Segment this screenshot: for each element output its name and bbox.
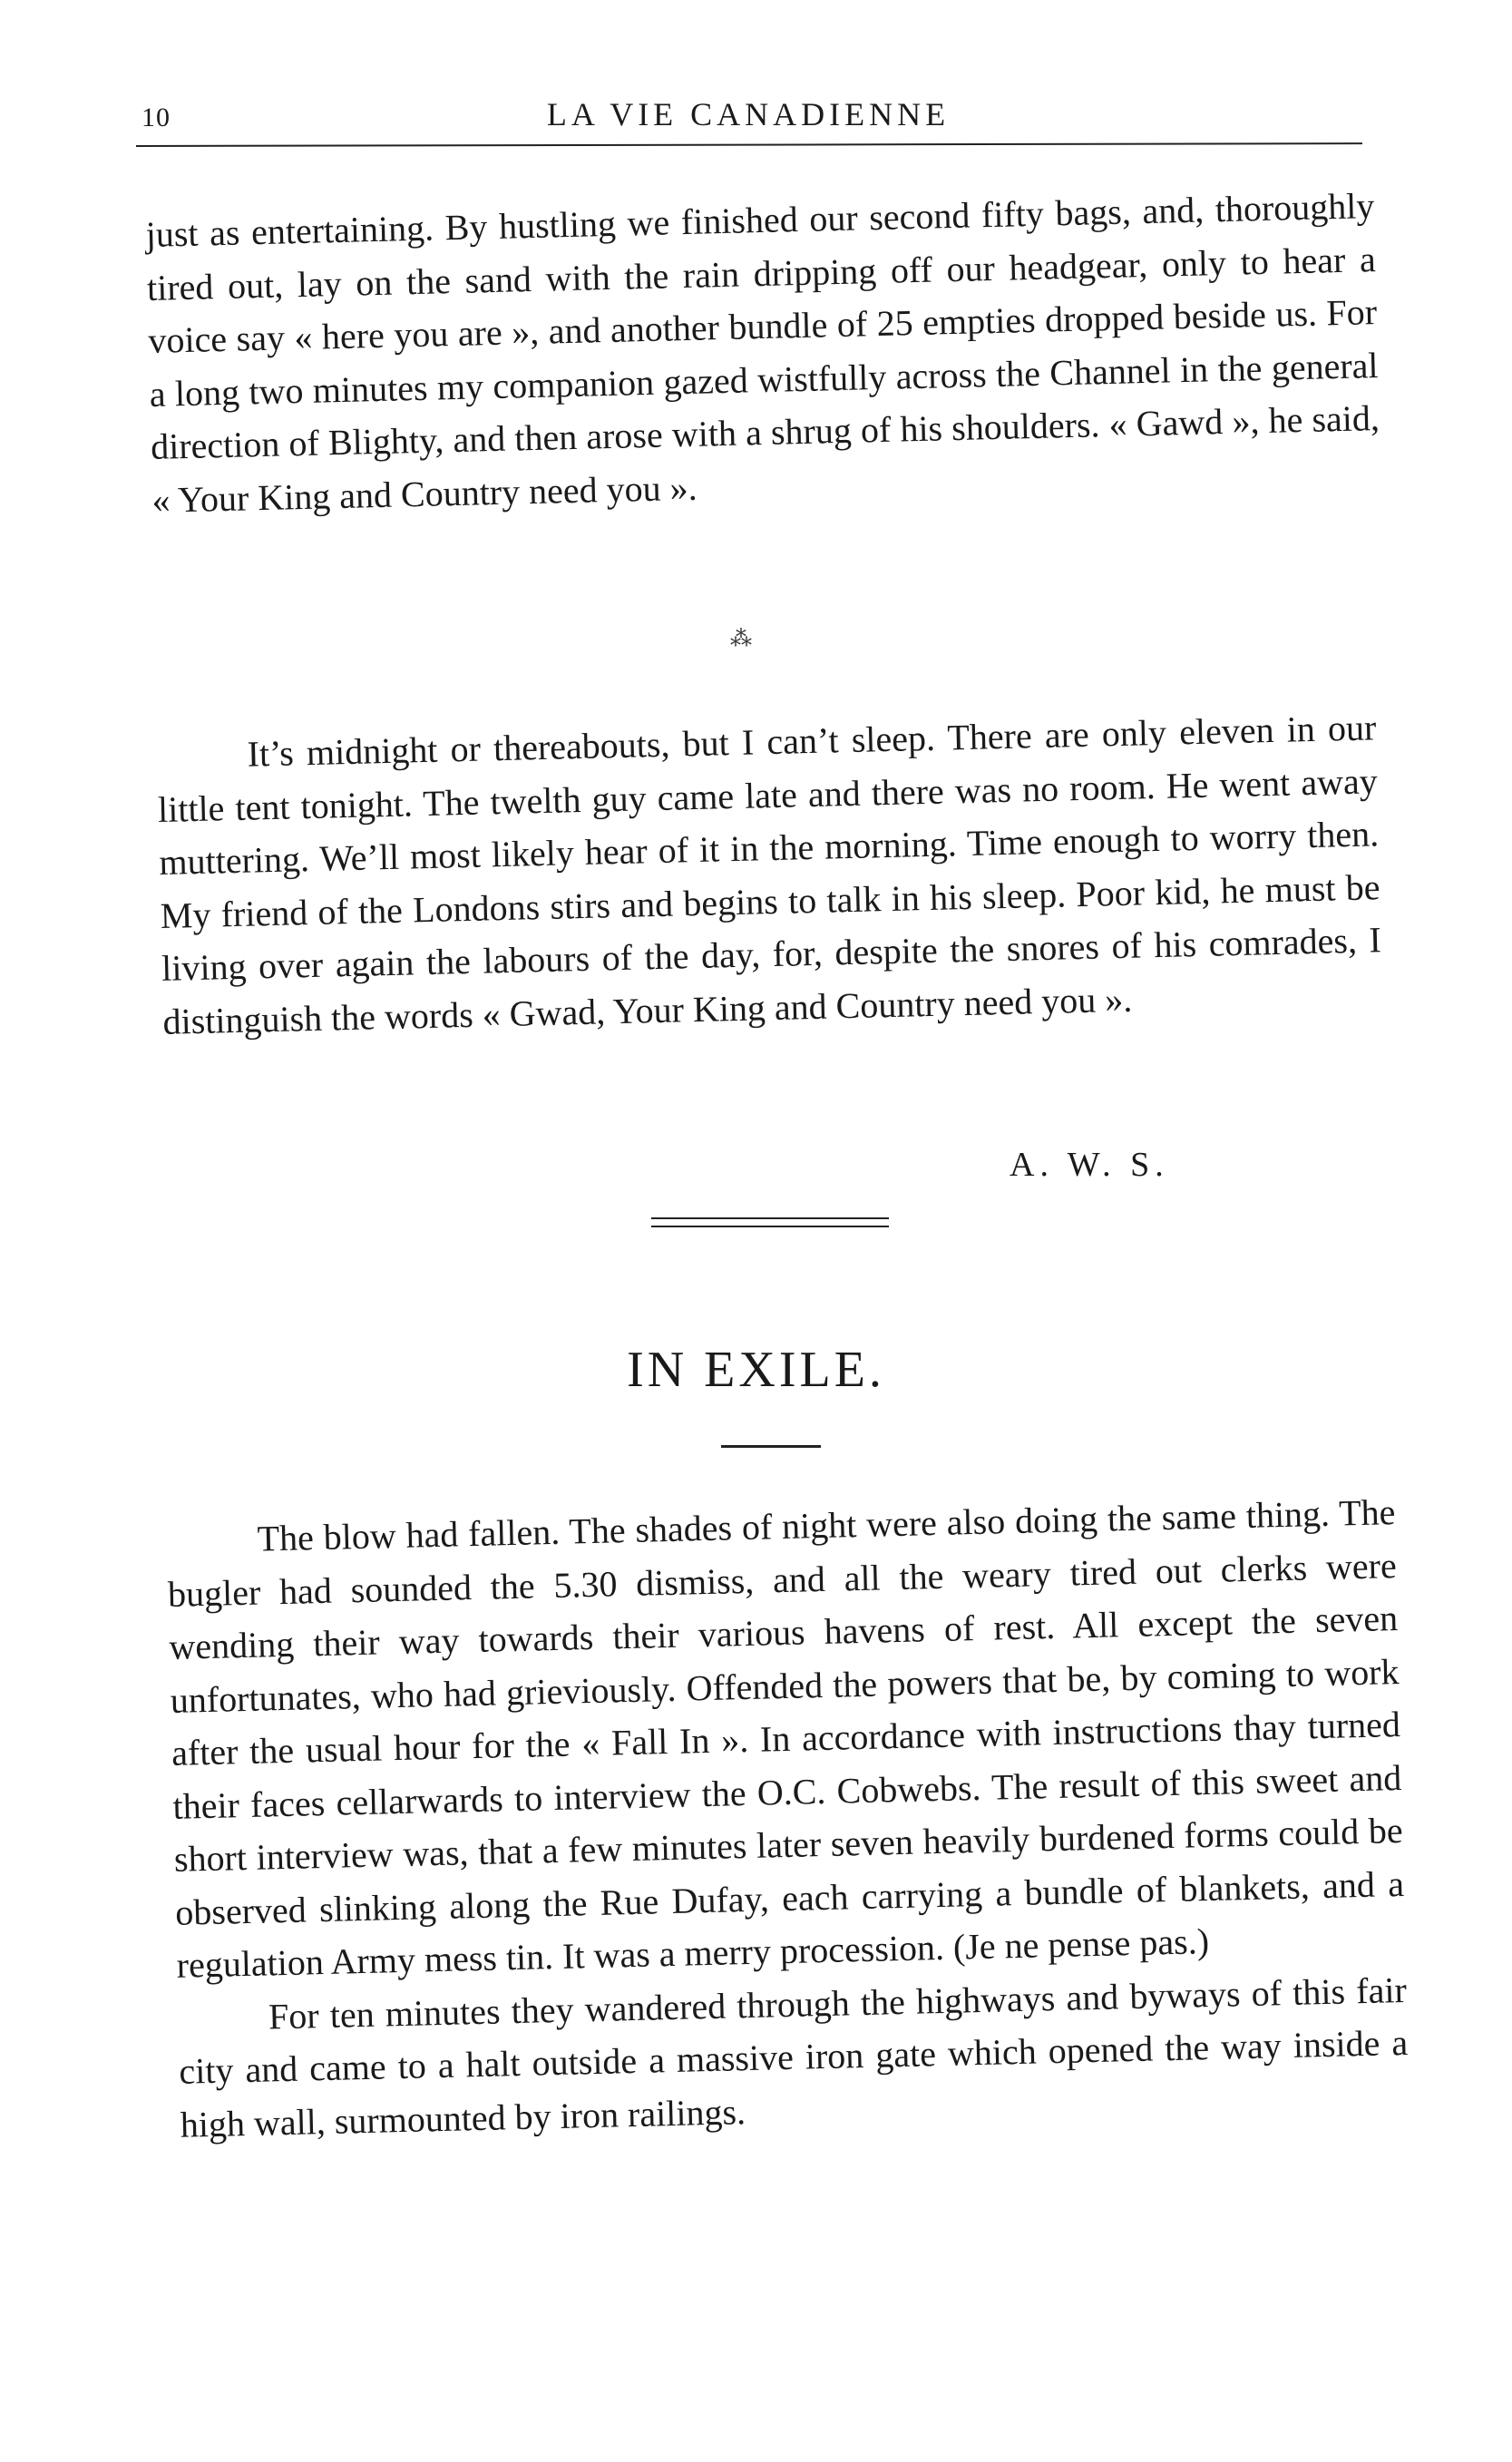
- title-underline-rule: [721, 1445, 821, 1448]
- paragraph: For ten minutes they wandered through the highways and byways of this fair city and came to a halt outside a massive iron gate which opened the way inside a high wall, surmounted by iron railings.: [178, 1969, 1409, 2145]
- paragraph: It’s midnight or thereabouts, but I can’t sleep. There are only eleven in our little tent tonight. The twelth guy came late and there was no room. He went away muttering. We’ll most likely hear of it in the morning. Time enough to worry then. My friend of the Londons stirs and begins to talk in his sleep. Poor kid, he must be living over again the labours of the day, for, despite the snores of his comrades, I distinguish the words « Gwad, Your King and Country need you ».: [157, 707, 1382, 1042]
- page-header: [136, 86, 1361, 141]
- article-body: [166, 1486, 1410, 2152]
- asterism-ornament: ⁂: [730, 628, 753, 651]
- paragraph: The blow had fallen. The shades of night were also doing the same thing. The bugler had sounded the 5.30 dismiss, and all the weary tired out clerks were wending their way towards their various havens of rest. All except the seven unfortunates, who had grieviously. Offended the powers that be, by coming to work after the usual hour for the « Fall In ». In accordance with instructions thay turned their faces cellarwards to interview the O.C. Cobwebs. The result of this sweet and short interview was, that a few minutes later seven heavily burdened forms could be observed slinking along the Rue Dufay, each carrying a bundle of blankets, and a regulation Army mess tin. It was a merry procession. (Je ne pense pas.): [167, 1491, 1405, 1986]
- header-rule: [136, 142, 1362, 147]
- midnight-text-block: [156, 701, 1383, 1049]
- section-divider-rule: [651, 1217, 889, 1227]
- page-number: 10: [141, 103, 171, 132]
- paragraph: just as entertaining. By hustling we finished our second fifty bags, and, thoroughly tired out, lay on the sand with the rain dripping off our headgear, only to hear a voice say « here you are », and another bundle of 25 empties dropped beside us. For a long two minutes my companion gazed wistfully across the Channel in the general direction of Blighty, and then arose with a shrug of his shoulders. « Gawd », he said, « Your King and Country need you ».: [145, 185, 1380, 521]
- continued-text-block: [145, 180, 1381, 527]
- author-signature: A. W. S.: [1010, 1146, 1169, 1184]
- article-title: IN EXILE.: [627, 1342, 885, 1398]
- running-title: LA VIE CANADIENNE: [546, 96, 951, 132]
